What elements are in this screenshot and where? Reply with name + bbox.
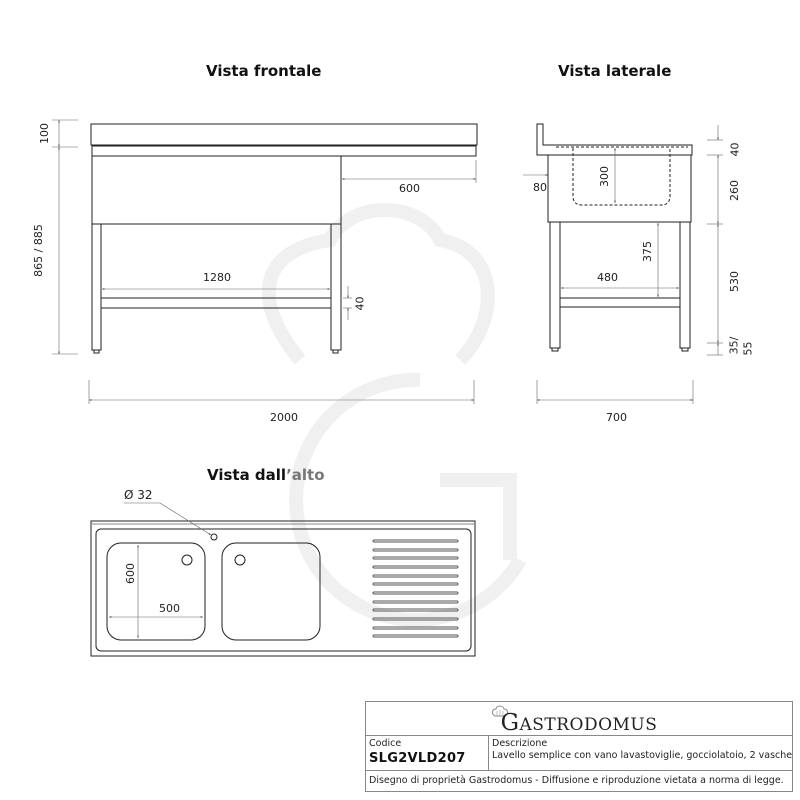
title-block-info-row bbox=[366, 736, 792, 771]
dim-side-upstand-depth: 80 bbox=[533, 181, 547, 194]
dim-front-top-height: 100 bbox=[38, 123, 51, 144]
dim-front-compartment-width: 600 bbox=[399, 182, 420, 195]
top-view-title bbox=[207, 466, 325, 484]
code-cell bbox=[366, 736, 489, 770]
side-dimension-lines bbox=[523, 125, 723, 404]
drain-hole-right bbox=[235, 555, 245, 565]
front-view-title: Vista frontale bbox=[206, 62, 322, 80]
dim-top-basin-width: 500 bbox=[159, 602, 180, 615]
side-view-title: Vista laterale bbox=[558, 62, 672, 80]
dim-side-leg-height: 530 bbox=[728, 271, 741, 292]
top-view-title-main: Vista dall bbox=[207, 466, 287, 484]
top-view bbox=[91, 521, 475, 656]
dim-side-total-depth: 700 bbox=[606, 411, 627, 424]
dim-front-shelf-thickness: 40 bbox=[353, 296, 367, 311]
brand-name: GASTRODOMUS bbox=[500, 710, 658, 736]
dim-top-basin-depth: 600 bbox=[124, 563, 137, 584]
dim-side-cabinet-height: 260 bbox=[728, 180, 741, 201]
code-label: Codice bbox=[369, 738, 402, 749]
dim-side-shelf-height: 375 bbox=[641, 241, 654, 262]
description-label: Descrizione bbox=[492, 738, 548, 749]
watermark-logo-icon bbox=[269, 210, 520, 620]
tap-hole bbox=[211, 534, 217, 540]
description-value: Lavello semplice con vano lavastoviglie, gocciolatoio, 2 vasche bbox=[492, 750, 793, 761]
code-value: SLG2VLD207 bbox=[369, 751, 466, 766]
dim-front-shelf-width: 1280 bbox=[203, 271, 231, 284]
title-block-footer-row bbox=[366, 771, 792, 792]
drain-hole-left bbox=[182, 555, 192, 565]
front-view bbox=[91, 124, 477, 353]
front-dimension-lines bbox=[52, 120, 476, 404]
dim-side-top-thickness: 40 bbox=[728, 142, 742, 157]
side-view bbox=[537, 124, 692, 351]
copyright-notice: Disegno di proprietà Gastrodomus - Diffusione e riproduzione vietata a norma di legge. bbox=[369, 775, 784, 786]
dim-front-body-height: 865 / 885 bbox=[31, 224, 45, 277]
description-cell bbox=[489, 736, 792, 770]
dim-top-hole-diameter: Ø 32 bbox=[124, 488, 153, 502]
dim-side-foot-adjust-a: 35/ bbox=[727, 336, 741, 355]
dim-side-shelf-depth: 480 bbox=[597, 271, 618, 284]
title-block-brand-row bbox=[366, 702, 792, 736]
top-view-title-suffix: ’alto bbox=[286, 466, 325, 484]
dim-side-foot-adjust-b: 55 bbox=[741, 341, 755, 356]
dim-front-total-width: 2000 bbox=[270, 411, 298, 424]
dim-side-basin-depth: 300 bbox=[598, 166, 611, 187]
basin-left bbox=[107, 543, 205, 640]
title-block bbox=[365, 701, 793, 792]
